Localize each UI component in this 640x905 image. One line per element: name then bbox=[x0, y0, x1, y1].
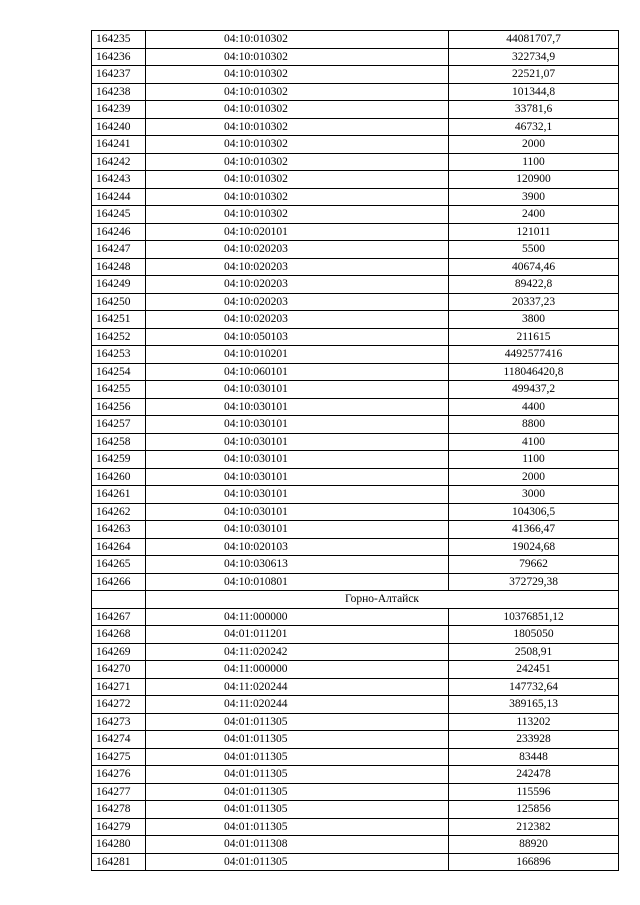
row-id-cell: 164246 bbox=[92, 223, 146, 241]
table-row bbox=[92, 538, 619, 556]
cadastral-code-cell: 04:10:030101 bbox=[146, 398, 449, 416]
row-id-cell: 164240 bbox=[92, 118, 146, 136]
table-row bbox=[92, 83, 619, 101]
table-row bbox=[92, 398, 619, 416]
row-id-cell: 164264 bbox=[92, 538, 146, 556]
cadastral-code-cell: 04:11:000000 bbox=[146, 608, 449, 626]
cadastral-code-cell: 04:10:010201 bbox=[146, 346, 449, 364]
cadastral-code-cell: 04:10:010302 bbox=[146, 83, 449, 101]
value-cell: 1100 bbox=[449, 451, 619, 469]
value-cell: 4100 bbox=[449, 433, 619, 451]
row-id-cell: 164237 bbox=[92, 66, 146, 84]
cadastral-code-cell: 04:10:010302 bbox=[146, 171, 449, 189]
value-cell: 211615 bbox=[449, 328, 619, 346]
row-id-cell: 164256 bbox=[92, 398, 146, 416]
cadastral-code-cell: 04:10:010302 bbox=[146, 31, 449, 49]
row-id-cell: 164235 bbox=[92, 31, 146, 49]
row-id-cell: 164269 bbox=[92, 643, 146, 661]
value-cell: 5500 bbox=[449, 241, 619, 259]
section-header-empty-cell bbox=[92, 591, 146, 609]
section-title: Горно-Алтайск bbox=[146, 591, 619, 609]
value-cell: 166896 bbox=[449, 853, 619, 871]
row-id-cell: 164252 bbox=[92, 328, 146, 346]
row-id-cell: 164257 bbox=[92, 416, 146, 434]
row-id-cell: 164275 bbox=[92, 748, 146, 766]
table-row bbox=[92, 346, 619, 364]
value-cell: 115596 bbox=[449, 783, 619, 801]
value-cell: 113202 bbox=[449, 713, 619, 731]
row-id-cell: 164253 bbox=[92, 346, 146, 364]
row-id-cell: 164278 bbox=[92, 801, 146, 819]
cadastral-code-cell: 04:01:011201 bbox=[146, 626, 449, 644]
cadastral-code-cell: 04:10:030101 bbox=[146, 451, 449, 469]
value-cell: 79662 bbox=[449, 556, 619, 574]
row-id-cell: 164280 bbox=[92, 836, 146, 854]
value-cell: 8800 bbox=[449, 416, 619, 434]
cadastral-code-cell: 04:01:011305 bbox=[146, 713, 449, 731]
value-cell: 33781,6 bbox=[449, 101, 619, 119]
table-row bbox=[92, 153, 619, 171]
value-cell: 4400 bbox=[449, 398, 619, 416]
value-cell: 46732,1 bbox=[449, 118, 619, 136]
table-row bbox=[92, 328, 619, 346]
cadastral-code-cell: 04:01:011308 bbox=[146, 836, 449, 854]
table-row bbox=[92, 101, 619, 119]
cadastral-code-cell: 04:10:010302 bbox=[146, 153, 449, 171]
value-cell: 2000 bbox=[449, 136, 619, 154]
table-row bbox=[92, 188, 619, 206]
cadastral-code-cell: 04:01:011305 bbox=[146, 731, 449, 749]
cadastral-code-cell: 04:10:010302 bbox=[146, 48, 449, 66]
table-row bbox=[92, 766, 619, 784]
row-id-cell: 164259 bbox=[92, 451, 146, 469]
table-row bbox=[92, 801, 619, 819]
value-cell: 3800 bbox=[449, 311, 619, 329]
value-cell: 89422,8 bbox=[449, 276, 619, 294]
value-cell: 44081707,7 bbox=[449, 31, 619, 49]
cadastral-code-cell: 04:10:030101 bbox=[146, 433, 449, 451]
row-id-cell: 164262 bbox=[92, 503, 146, 521]
table-row bbox=[92, 678, 619, 696]
row-id-cell: 164261 bbox=[92, 486, 146, 504]
cadastral-code-cell: 04:10:020203 bbox=[146, 311, 449, 329]
cadastral-code-cell: 04:10:030101 bbox=[146, 468, 449, 486]
value-cell: 322734,9 bbox=[449, 48, 619, 66]
value-cell: 242478 bbox=[449, 766, 619, 784]
table-row bbox=[92, 416, 619, 434]
cadastral-code-cell: 04:10:020103 bbox=[146, 538, 449, 556]
table-row bbox=[92, 486, 619, 504]
cadastral-code-cell: 04:10:010302 bbox=[146, 101, 449, 119]
value-cell: 121011 bbox=[449, 223, 619, 241]
row-id-cell: 164241 bbox=[92, 136, 146, 154]
table-section-header bbox=[92, 591, 619, 609]
row-id-cell: 164273 bbox=[92, 713, 146, 731]
value-cell: 3000 bbox=[449, 486, 619, 504]
cadastral-code-cell: 04:01:011305 bbox=[146, 748, 449, 766]
table-row bbox=[92, 31, 619, 49]
value-cell: 41366,47 bbox=[449, 521, 619, 539]
table-row bbox=[92, 853, 619, 871]
table-row bbox=[92, 661, 619, 679]
cadastral-code-cell: 04:10:050103 bbox=[146, 328, 449, 346]
value-cell: 22521,07 bbox=[449, 66, 619, 84]
table-row bbox=[92, 468, 619, 486]
cadastral-code-cell: 04:10:020203 bbox=[146, 258, 449, 276]
value-cell: 101344,8 bbox=[449, 83, 619, 101]
row-id-cell: 164272 bbox=[92, 696, 146, 714]
cadastral-code-cell: 04:10:060101 bbox=[146, 363, 449, 381]
table-row bbox=[92, 818, 619, 836]
section-header-row bbox=[92, 591, 619, 609]
value-cell: 4492577416 bbox=[449, 346, 619, 364]
cadastral-code-cell: 04:01:011305 bbox=[146, 766, 449, 784]
cadastral-code-cell: 04:10:030101 bbox=[146, 416, 449, 434]
table-row bbox=[92, 713, 619, 731]
table-row bbox=[92, 783, 619, 801]
cadastral-code-cell: 04:10:020101 bbox=[146, 223, 449, 241]
row-id-cell: 164265 bbox=[92, 556, 146, 574]
table-row bbox=[92, 206, 619, 224]
cadastral-code-cell: 04:10:010302 bbox=[146, 206, 449, 224]
value-cell: 242451 bbox=[449, 661, 619, 679]
cadastral-code-cell: 04:11:000000 bbox=[146, 661, 449, 679]
value-cell: 499437,2 bbox=[449, 381, 619, 399]
row-id-cell: 164238 bbox=[92, 83, 146, 101]
value-cell: 83448 bbox=[449, 748, 619, 766]
row-id-cell: 164266 bbox=[92, 573, 146, 591]
value-cell: 389165,13 bbox=[449, 696, 619, 714]
row-id-cell: 164260 bbox=[92, 468, 146, 486]
value-cell: 1100 bbox=[449, 153, 619, 171]
table-row bbox=[92, 223, 619, 241]
value-cell: 125856 bbox=[449, 801, 619, 819]
table-row bbox=[92, 311, 619, 329]
row-id-cell: 164258 bbox=[92, 433, 146, 451]
row-id-cell: 164251 bbox=[92, 311, 146, 329]
table-row bbox=[92, 276, 619, 294]
row-id-cell: 164263 bbox=[92, 521, 146, 539]
row-id-cell: 164243 bbox=[92, 171, 146, 189]
table-row bbox=[92, 643, 619, 661]
row-id-cell: 164267 bbox=[92, 608, 146, 626]
value-cell: 118046420,8 bbox=[449, 363, 619, 381]
cadastral-code-cell: 04:10:030101 bbox=[146, 521, 449, 539]
cadastral-code-cell: 04:10:010302 bbox=[146, 66, 449, 84]
value-cell: 2000 bbox=[449, 468, 619, 486]
cadastral-code-cell: 04:10:030613 bbox=[146, 556, 449, 574]
value-cell: 19024,68 bbox=[449, 538, 619, 556]
table-row bbox=[92, 521, 619, 539]
row-id-cell: 164254 bbox=[92, 363, 146, 381]
cadastral-value-table bbox=[91, 30, 619, 871]
row-id-cell: 164244 bbox=[92, 188, 146, 206]
table-row bbox=[92, 608, 619, 626]
value-cell: 212382 bbox=[449, 818, 619, 836]
table-row bbox=[92, 836, 619, 854]
row-id-cell: 164239 bbox=[92, 101, 146, 119]
row-id-cell: 164270 bbox=[92, 661, 146, 679]
value-cell: 2400 bbox=[449, 206, 619, 224]
row-id-cell: 164245 bbox=[92, 206, 146, 224]
value-cell: 3900 bbox=[449, 188, 619, 206]
table-row bbox=[92, 136, 619, 154]
value-cell: 1805050 bbox=[449, 626, 619, 644]
document-page bbox=[91, 30, 619, 871]
cadastral-code-cell: 04:11:020244 bbox=[146, 696, 449, 714]
row-id-cell: 164236 bbox=[92, 48, 146, 66]
value-cell: 120900 bbox=[449, 171, 619, 189]
cadastral-code-cell: 04:10:010801 bbox=[146, 573, 449, 591]
row-id-cell: 164247 bbox=[92, 241, 146, 259]
cadastral-code-cell: 04:01:011305 bbox=[146, 801, 449, 819]
value-cell: 20337,23 bbox=[449, 293, 619, 311]
table-row bbox=[92, 48, 619, 66]
value-cell: 88920 bbox=[449, 836, 619, 854]
table-row bbox=[92, 503, 619, 521]
table-row bbox=[92, 556, 619, 574]
table-row bbox=[92, 748, 619, 766]
value-cell: 40674,46 bbox=[449, 258, 619, 276]
cadastral-code-cell: 04:01:011305 bbox=[146, 783, 449, 801]
table-row bbox=[92, 363, 619, 381]
table-row bbox=[92, 293, 619, 311]
value-cell: 104306,5 bbox=[449, 503, 619, 521]
cadastral-code-cell: 04:01:011305 bbox=[146, 853, 449, 871]
table-section-before bbox=[92, 31, 619, 591]
table-row bbox=[92, 731, 619, 749]
table-row bbox=[92, 433, 619, 451]
table-row bbox=[92, 118, 619, 136]
table-row bbox=[92, 573, 619, 591]
cadastral-code-cell: 04:10:010302 bbox=[146, 136, 449, 154]
row-id-cell: 164279 bbox=[92, 818, 146, 836]
value-cell: 372729,38 bbox=[449, 573, 619, 591]
table-row bbox=[92, 626, 619, 644]
value-cell: 10376851,12 bbox=[449, 608, 619, 626]
row-id-cell: 164274 bbox=[92, 731, 146, 749]
row-id-cell: 164268 bbox=[92, 626, 146, 644]
row-id-cell: 164249 bbox=[92, 276, 146, 294]
row-id-cell: 164248 bbox=[92, 258, 146, 276]
table-row bbox=[92, 241, 619, 259]
cadastral-code-cell: 04:11:020244 bbox=[146, 678, 449, 696]
table-row bbox=[92, 258, 619, 276]
value-cell: 233928 bbox=[449, 731, 619, 749]
cadastral-code-cell: 04:10:020203 bbox=[146, 276, 449, 294]
row-id-cell: 164271 bbox=[92, 678, 146, 696]
table-row bbox=[92, 66, 619, 84]
table-section-after bbox=[92, 608, 619, 871]
cadastral-code-cell: 04:11:020242 bbox=[146, 643, 449, 661]
row-id-cell: 164277 bbox=[92, 783, 146, 801]
row-id-cell: 164250 bbox=[92, 293, 146, 311]
table-row bbox=[92, 381, 619, 399]
cadastral-code-cell: 04:01:011305 bbox=[146, 818, 449, 836]
row-id-cell: 164276 bbox=[92, 766, 146, 784]
row-id-cell: 164242 bbox=[92, 153, 146, 171]
cadastral-code-cell: 04:10:020203 bbox=[146, 293, 449, 311]
row-id-cell: 164281 bbox=[92, 853, 146, 871]
table-row bbox=[92, 451, 619, 469]
row-id-cell: 164255 bbox=[92, 381, 146, 399]
value-cell: 147732,64 bbox=[449, 678, 619, 696]
table-row bbox=[92, 696, 619, 714]
cadastral-code-cell: 04:10:030101 bbox=[146, 503, 449, 521]
table-row bbox=[92, 171, 619, 189]
cadastral-code-cell: 04:10:010302 bbox=[146, 188, 449, 206]
cadastral-code-cell: 04:10:010302 bbox=[146, 118, 449, 136]
value-cell: 2508,91 bbox=[449, 643, 619, 661]
cadastral-code-cell: 04:10:030101 bbox=[146, 381, 449, 399]
cadastral-code-cell: 04:10:020203 bbox=[146, 241, 449, 259]
cadastral-code-cell: 04:10:030101 bbox=[146, 486, 449, 504]
